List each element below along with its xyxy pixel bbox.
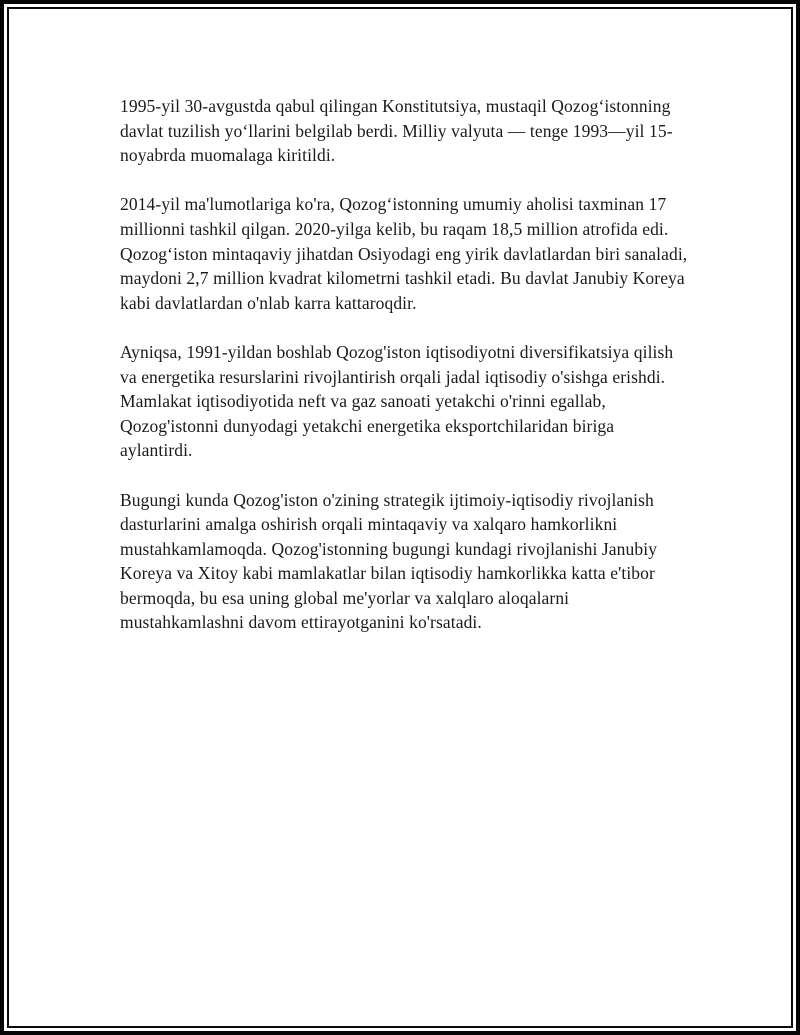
document-text-block: [120, 94, 688, 660]
paragraph-constitution: 1995-yil 30-avgustda qabul qilingan Konstitutsiya, mustaqil Qozogʻistonning davlat tuzilish yoʻllarini belgilab berdi. Milliy valyuta — tenge 1993—yil 15-noyabrda muomalaga kiritildi.: [120, 96, 673, 166]
paragraph-development: Bugungi kunda Qozog'iston o'zining strategik ijtimoiy-iqtisodiy rivojlanish dasturlarini amalga oshirish orqali mintaqaviy va xalqaro hamkorlikni mustahkamlamoqda. Qozog'istonning bugungi kundagi rivojlanishi Janubiy Koreya va Xitoy kabi mamlakatlar bilan iqtisodiy hamkorlikka katta e'tibor bermoqda, bu esa uning global me'yorlar va xalqlaro aloqalarni mustahkamlashni davom ettirayotganini ko'rsatadi.: [120, 489, 658, 633]
page-inner-border: [7, 7, 793, 1028]
paragraph-economy: Ayniqsa, 1991-yildan boshlab Qozog'iston iqtisodiyotni diversifikatsiya qilish va energetika resurslarini rivojlantirish orqali jadal iqtisodiy o'sishga erishdi. Mamlakat iqtisodiyotida neft va gaz sanoati yetakchi o'rinni egallab, Qozog'istonni dunyodagi yetakchi energetika eksportchilaridan biriga aylantirdi.: [120, 341, 674, 461]
paragraph-population: 2014-yil ma'lumotlariga ko'ra, Qozogʻistonning umumiy aholisi taxminan 17 millionni tashkil qilgan. 2020-yilga kelib, bu raqam 18,5 million atrofida edi. Qozogʻiston mintaqaviy jihatdan Osiyodagi eng yirik davlatlardan biri sanaladi, maydoni 2,7 million kvadrat kilometrni tashkil etadi. Bu davlat Janubiy Koreya kabi davlatlardan o'nlab karra kattaroqdir.: [120, 194, 688, 313]
